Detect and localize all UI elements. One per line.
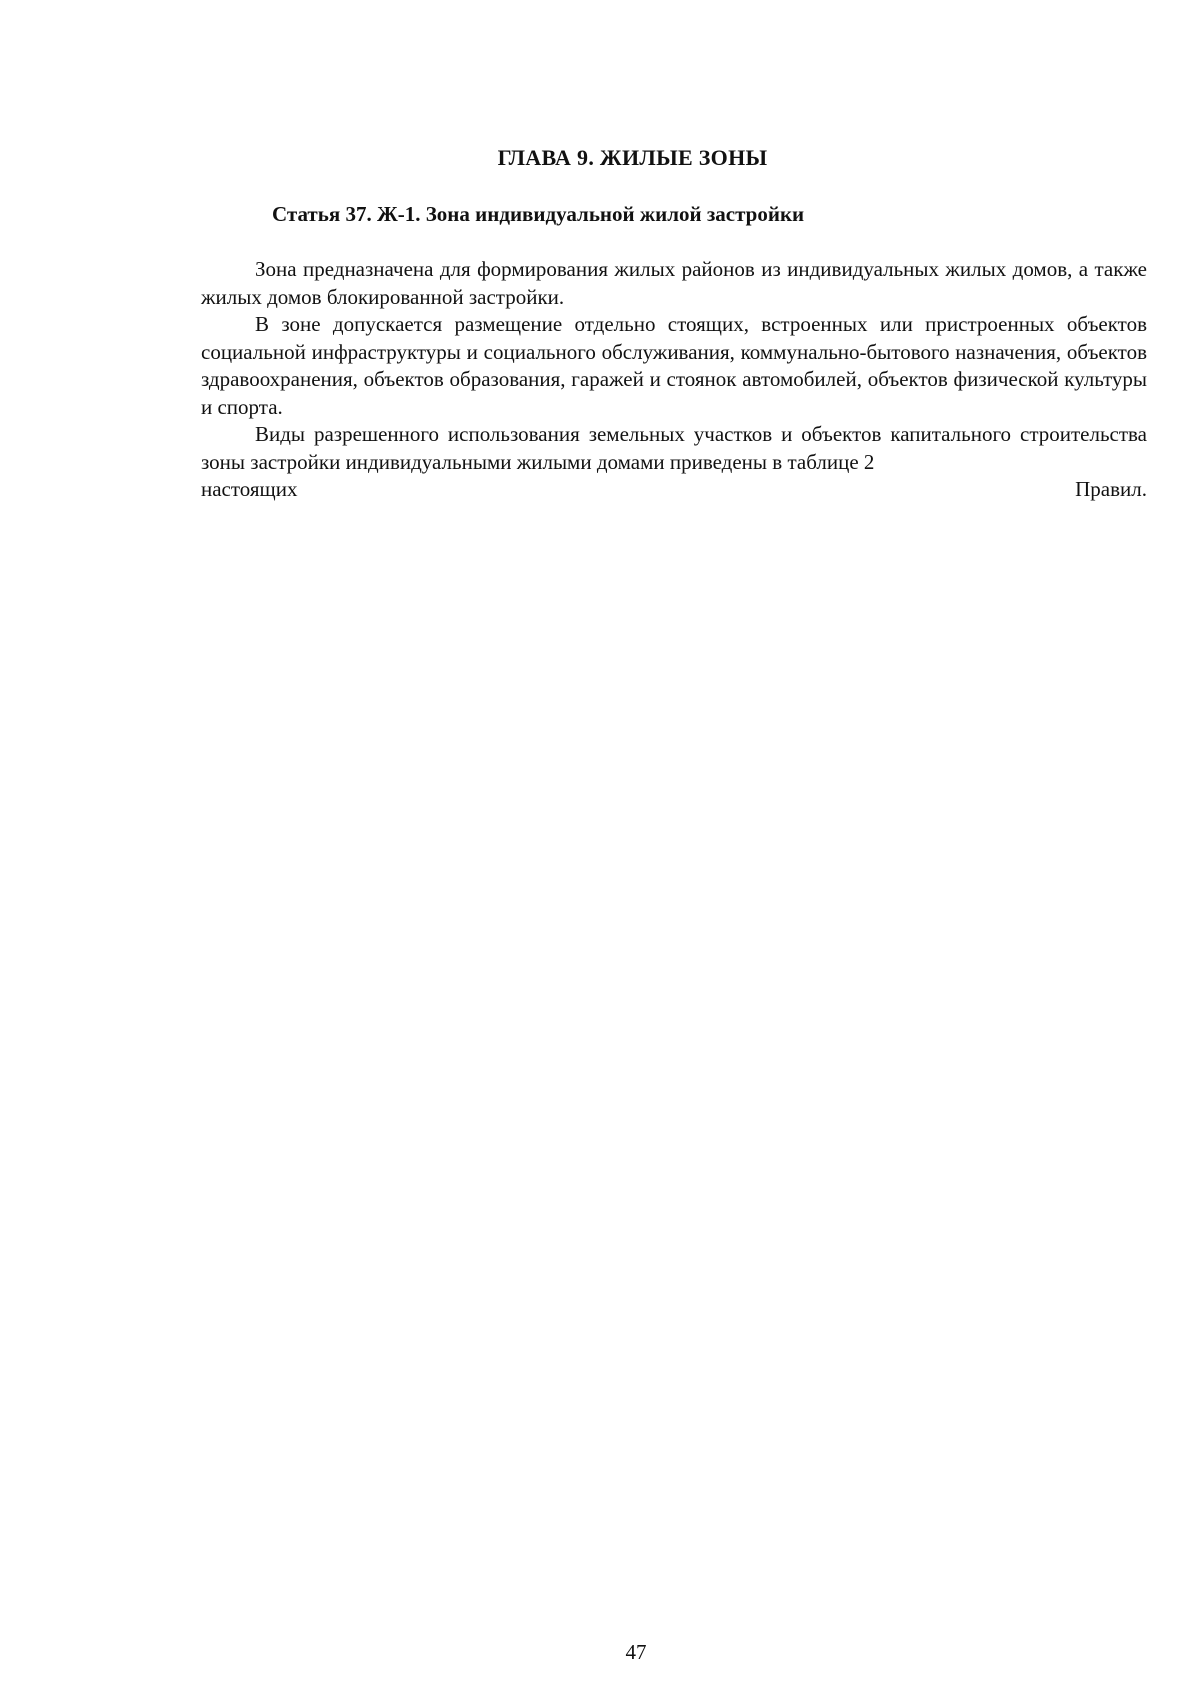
last-line-right: Правил. <box>1075 477 1147 501</box>
article-title: Статья 37. Ж-1. Зона индивидуальной жилой застройки <box>272 202 805 226</box>
article-body <box>201 256 1147 504</box>
last-line-left: настоящих <box>201 477 298 501</box>
chapter-title: ГЛАВА 9. ЖИЛЫЕ ЗОНЫ <box>497 145 768 170</box>
paragraph: Зона предназначена для формирования жилых районов из индивидуальных жилых домов, а также жилых домов блокированной застройки. <box>201 257 1147 309</box>
paragraph: В зоне допускается размещение отдельно стоящих, встроенных или пристроенных объектов социальной инфраструктуры и социального обслуживания, коммунально-бытового назначения, объектов здравоохранения, объектов образования, гаражей и стоянок автомобилей, объектов физической культуры и спорта. <box>201 312 1147 419</box>
paragraph: Виды разрешенного использования земельных участков и объектов капитального строительства зоны застройки индивидуальными жилыми домами приведены в таблице 2 <box>201 422 1147 474</box>
page-number: 47 <box>625 1640 647 1664</box>
paragraph-last-line <box>201 476 1147 504</box>
